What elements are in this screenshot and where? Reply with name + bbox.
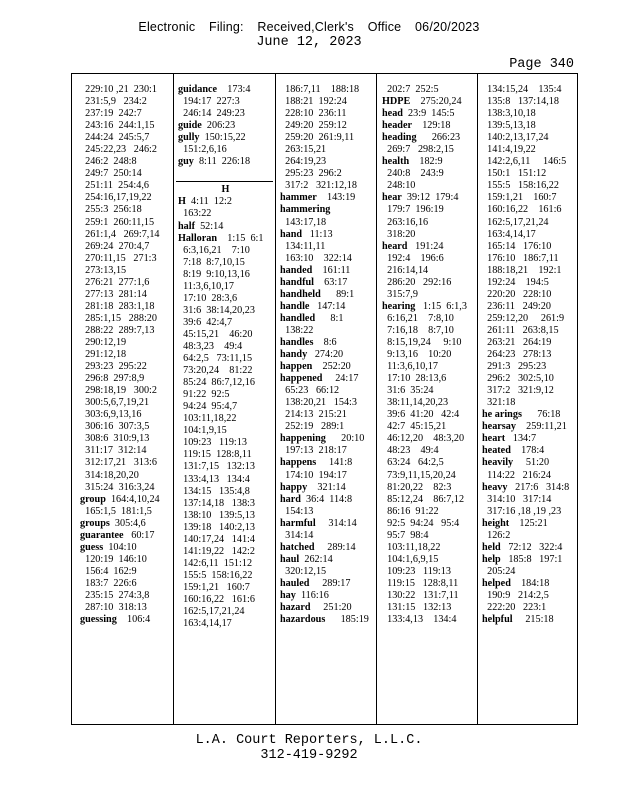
index-term: H: [178, 196, 186, 208]
index-reference: 162:5,17,21,24: [178, 606, 245, 618]
index-reference: 137:14,18 138:3: [178, 497, 255, 509]
index-reference: 134:15 135:4,8: [178, 485, 250, 497]
index-reference: 179:7 196:19: [382, 204, 444, 216]
index-reference: 162:5,17,21,24: [482, 216, 549, 228]
index-reference: 156:4 162:9: [80, 565, 137, 577]
index-term: guessing: [80, 614, 117, 626]
index-reference: 133:4,13 134:4: [382, 614, 457, 626]
index-term: HDPE: [382, 96, 411, 108]
index-entry: handled 8:1: [280, 312, 344, 324]
index-reference: 139:18 140:2,13: [178, 521, 255, 533]
index-entry: hearsay 259:11,21: [482, 421, 567, 433]
index-reference: 249:20 259:12: [280, 120, 347, 132]
index-reference: 7:18 8:7,10,15: [178, 256, 245, 268]
index-reference: 63:24 64:2,5: [382, 457, 444, 469]
index-entry: harmful 314:14: [280, 517, 357, 529]
index-reference: 7:16,18 8:7,10: [382, 324, 454, 336]
index-entry: handy 274:20: [280, 349, 344, 361]
footer: [0, 733, 618, 763]
index-reference: 9:13,16 10:20: [382, 349, 452, 361]
page-number: Page 340: [509, 57, 574, 72]
index-reference: 314:14: [280, 529, 314, 541]
index-entry: Halloran 1:15 6:1: [178, 232, 264, 244]
index-term: handle: [280, 300, 310, 312]
index-reference: 306:16 307:3,5: [80, 421, 150, 433]
index-reference: 202:7 252:5: [382, 84, 439, 95]
index-reference: 17:10 28:13,6: [382, 373, 447, 385]
index-term: handles: [280, 336, 314, 348]
index-entry: heavy 217:6 314:8: [482, 481, 570, 493]
index-term: handy: [280, 349, 308, 361]
index-entry: hand 11:13: [280, 228, 333, 240]
index-reference: 163:10 322:14: [280, 252, 352, 264]
index-entry: head 23:9 145:5: [382, 108, 455, 120]
index-reference: 159:1,21 160:7: [482, 192, 557, 204]
hearing-date: June 12, 2023: [256, 35, 362, 50]
index-reference: 293:23 295:22: [80, 361, 147, 373]
index-reference: 81:20,22 82:3: [382, 481, 452, 493]
index-reference: 259:1 260:11,15: [80, 216, 155, 228]
stamp-date: 06/20/2023: [415, 20, 480, 34]
index-reference: 231:5,9 234:2: [80, 96, 147, 108]
index-reference: 259:12,20 261:9: [482, 312, 565, 324]
index-term: hand: [280, 228, 303, 240]
index-entry: height 125:21: [482, 517, 548, 529]
index-reference: 174:10 194:17: [280, 469, 347, 481]
index-reference: 92:5 94:24 95:4: [382, 517, 460, 529]
index-reference: 288:22 289:7,13: [80, 324, 155, 336]
index-term: hard: [280, 493, 301, 505]
index-reference: 251:11 254:4,6: [80, 180, 149, 192]
index-term: hammer: [280, 192, 317, 204]
index-reference: 39:6 41:20 42:4: [382, 409, 460, 421]
index-reference: 120:19 146:10: [80, 553, 147, 565]
index-reference: 220:20 228:10: [482, 288, 552, 300]
index-reference: 151:2,6,16: [178, 144, 227, 156]
index-reference: 296:8 297:8,9: [80, 373, 145, 385]
index-reference: 138:22: [280, 324, 314, 336]
index-term: handful: [280, 276, 314, 288]
index-reference: 188:18,21 192:1: [482, 264, 562, 276]
index-reference: 194:17 227:3: [178, 96, 240, 108]
index-reference: 131:15 132:13: [382, 602, 452, 614]
index-entry: hatched 289:14: [280, 541, 356, 553]
index-reference: 246:2 248:8: [80, 156, 137, 168]
index-reference: 141:19,22 142:2: [178, 545, 255, 557]
index-term: helped: [482, 577, 511, 589]
index-reference: 277:13 281:14: [80, 288, 147, 300]
index-reference: 320:12,15: [280, 565, 327, 577]
index-reference: 138:3,10,18: [482, 108, 536, 120]
filing-stamp: [0, 20, 618, 34]
footer-phone: 312-419-9292: [260, 748, 358, 763]
index-reference: 222:20 223:1: [482, 602, 547, 614]
stamp-received: Received,Clerk's: [257, 20, 355, 34]
index-reference: 229:10 ,21 230:1: [80, 84, 157, 95]
index-reference: 308:6 310:9,13: [80, 433, 150, 445]
index-term: guess: [80, 541, 104, 553]
index-term: guidance: [178, 84, 218, 95]
index-reference: 192:24 194:5: [482, 276, 549, 288]
index-entry: he arings 76:18: [482, 409, 561, 421]
index-reference: 244:24 245:5,7: [80, 132, 150, 144]
index-reference: 130:22 131:7,11: [382, 589, 459, 601]
index-entry: header 129:18: [382, 120, 451, 132]
index-reference: 142:2,6,11 146:5: [482, 156, 567, 168]
index-entry: help 185:8 197:1: [482, 553, 563, 565]
index-entry: HDPE 275:20,24: [382, 96, 462, 108]
index-reference: 64:2,5 73:11,15: [178, 353, 253, 365]
index-entry: handheld 89:1: [280, 288, 355, 300]
index-reference: 205:24: [482, 565, 516, 577]
index-term: group: [80, 493, 106, 505]
index-term: haul: [280, 553, 300, 565]
index-reference: 190:9 214:2,5: [482, 589, 549, 601]
index-entry: guessing 106:4: [80, 614, 151, 626]
index-reference: 134:15,24 135:4: [482, 84, 562, 95]
index-entry: hearing 1:15 6:1,3: [382, 300, 467, 312]
index-reference: 186:7,11 188:18: [280, 84, 360, 95]
index-term: guy: [178, 156, 194, 168]
index-reference: 85:12,24 86:7,12: [382, 493, 465, 505]
index-term: guide: [178, 120, 202, 132]
stamp-electronic: Electronic: [138, 20, 196, 34]
index-reference: 133:4,13 134:4: [178, 473, 250, 485]
index-reference: 216:14,14: [382, 264, 429, 276]
index-reference: 281:18 283:1,18: [80, 300, 155, 312]
index-reference: 131:7,15 132:13: [178, 461, 255, 473]
index-reference: 314:10 317:14: [482, 493, 552, 505]
index-reference: 39:6 42:4,7: [178, 316, 233, 328]
index-term: guarantee: [80, 529, 124, 541]
index-reference: 46:12,20 48:3,20: [382, 433, 465, 445]
index-column-2: [178, 84, 273, 630]
index-entry: heavily 51:20: [482, 457, 550, 469]
index-term: heavily: [482, 457, 514, 469]
index-reference: 263:21 264:19: [482, 336, 552, 348]
index-reference: 269:24 270:4,7: [80, 240, 150, 252]
index-reference: 303:6,9,13,16: [80, 409, 142, 421]
index-reference: 31:6 35:24: [382, 385, 434, 397]
index-reference: 315:7,9: [382, 288, 418, 300]
index-entry: handles 8:6: [280, 336, 337, 348]
index-reference: 94:24 95:4,7: [178, 401, 238, 413]
index-reference: 114:22 216:24: [482, 469, 551, 481]
index-term: heading: [382, 132, 417, 144]
index-reference: 291:3 295:23: [482, 361, 547, 373]
index-reference: 6:16,21 7:8,10: [382, 312, 454, 324]
index-reference: 261:11 263:8,15: [482, 324, 559, 336]
index-reference: 295:23 296:2: [280, 168, 342, 180]
index-reference: 255:3 256:18: [80, 204, 142, 216]
index-entry: handful 63:17: [280, 276, 348, 288]
index-term: heated: [482, 445, 511, 457]
index-entry: helped 184:18: [482, 577, 550, 589]
index-reference: 126:2: [482, 529, 511, 541]
index-term: Halloran: [178, 232, 218, 244]
index-entry: guy 8:11 226:18: [178, 156, 251, 168]
index-reference: 142:6,11 151:12: [178, 557, 253, 569]
index-reference: 273:13,15: [80, 264, 127, 276]
index-reference: 155:5 158:16,22: [178, 569, 253, 581]
index-reference: 236:11 249:20: [482, 300, 551, 312]
index-reference: 138:10 139:5,13: [178, 509, 255, 521]
index-term: hammering: [280, 204, 331, 216]
index-reference: 104:1,9,15: [178, 425, 227, 437]
index-reference: 165:1,5 181:1,5: [80, 505, 152, 517]
index-reference: 119:15 128:8,11: [382, 577, 459, 589]
index-reference: 259:20 261:9,11: [280, 132, 355, 144]
index-term: happen: [280, 361, 313, 373]
index-entry: hazard 251:20: [280, 602, 352, 614]
index-entry: happens 141:8: [280, 457, 353, 469]
index-entry: guide 206:23: [178, 120, 236, 132]
index-reference: 163:4,14,17: [178, 618, 232, 630]
index-term: handled: [280, 312, 316, 324]
index-reference: 8:19 9:10,13,16: [178, 268, 250, 280]
index-reference: 104:1,6,9,15: [382, 553, 439, 565]
index-reference: 159:1,21 160:7: [178, 581, 250, 593]
index-entry: [280, 204, 376, 216]
index-reference: 91:22 92:5: [178, 389, 230, 401]
index-term: hearing: [382, 300, 416, 312]
index-reference: 160:16,22 161:6: [482, 204, 562, 216]
index-term: groups: [80, 517, 110, 529]
index-reference: 312:17,21 313:6: [80, 457, 157, 469]
index-term: heard: [382, 240, 408, 252]
index-term: hear: [382, 192, 402, 204]
index-reference: 317:2 321:12,18: [280, 180, 357, 192]
index-term: heavy: [482, 481, 508, 493]
index-reference: 141:4,19,22: [482, 144, 536, 156]
index-entry: hay 116:16: [280, 589, 329, 601]
index-term: help: [482, 553, 501, 565]
index-entry: held 72:12 322:4: [482, 541, 563, 553]
index-term: hay: [280, 589, 296, 601]
index-entry: heard 191:24: [382, 240, 444, 252]
index-reference: 183:7 226:6: [80, 577, 137, 589]
index-entry: helpful 215:18: [482, 614, 554, 626]
index-term: handed: [280, 264, 313, 276]
index-reference: 154:13: [280, 505, 314, 517]
index-reference: 176:10 186:7,11: [482, 252, 559, 264]
index-reference: 291:12,18: [80, 349, 127, 361]
index-reference: 317:16 ,18 ,19 ,23: [482, 505, 562, 517]
index-reference: 38:11,14,20,23: [382, 397, 449, 409]
column-divider: [376, 74, 377, 724]
index-reference: 261:1,4 269:7,14: [80, 228, 160, 240]
index-entry: handle 147:14: [280, 300, 346, 312]
index-reference: [178, 168, 273, 180]
index-term: hatched: [280, 541, 315, 553]
index-reference: 188:21 192:24: [280, 96, 347, 108]
index-entry: happening 20:10: [280, 433, 365, 445]
index-reference: 318:20: [382, 228, 416, 240]
index-entry: happen 252:20: [280, 361, 351, 373]
index-reference: 103:11,18,22: [382, 541, 441, 553]
index-reference: 243:16 244:1,15: [80, 120, 155, 132]
index-term: helpful: [482, 614, 513, 626]
index-reference: 269:7 298:2,15: [382, 144, 454, 156]
index-reference: 235:15 274:3,8: [80, 589, 150, 601]
index-reference: 109:23 119:13: [382, 565, 451, 577]
index-entry: guidance 173:4: [178, 84, 251, 95]
index-reference: 300:5,6,7,19,21: [80, 397, 150, 409]
index-reference: 263:16,16: [382, 216, 429, 228]
index-reference: 246:14 249:23: [178, 108, 245, 120]
section-letter: H: [178, 184, 273, 196]
index-reference: 134:11,11: [280, 240, 326, 252]
index-entry: hazardous 185:19: [280, 614, 369, 626]
index-reference: 276:21 277:1,6: [80, 276, 150, 288]
index-entry: half 52:14: [178, 220, 224, 232]
index-reference: 140:2,13,17,24: [482, 132, 549, 144]
index-reference: 245:22,23 246:2: [80, 144, 157, 156]
index-reference: 249:7 250:14: [80, 168, 142, 180]
index-entry: groups 305:4,6: [80, 517, 146, 529]
index-entry: heading 266:23: [382, 132, 461, 144]
index-column-4: [382, 84, 478, 626]
index-reference: 270:11,15 271:3: [80, 252, 157, 264]
index-reference: 139:5,13,18: [482, 120, 536, 132]
index-reference: 73:9,11,15,20,24: [382, 469, 456, 481]
index-reference: 197:13 218:17: [280, 445, 347, 457]
index-reference: 315:24 316:3,24: [80, 481, 155, 493]
index-term: held: [482, 541, 501, 553]
index-entry: hauled 289:17: [280, 577, 351, 589]
index-entry: guarantee 60:17: [80, 529, 155, 541]
index-term: heart: [482, 433, 506, 445]
index-reference: 290:12,19: [80, 336, 127, 348]
index-entry: haul 262:14: [280, 553, 333, 565]
index-reference: 298:18,19 300:2: [80, 385, 157, 397]
index-reference: 95:7 98:4: [382, 529, 429, 541]
index-entry: group 164:4,10,24: [80, 493, 160, 505]
footer-company: L.A. Court Reporters, L.L.C.: [195, 733, 423, 748]
index-reference: 48:3,23 49:4: [178, 340, 243, 352]
index-entry: heart 134:7: [482, 433, 537, 445]
index-reference: 8:15,19,24 9:10: [382, 336, 462, 348]
index-entry: handed 161:11: [280, 264, 351, 276]
index-reference: 6:3,16,21 7:10: [178, 244, 250, 256]
index-reference: 163:22: [178, 208, 212, 220]
index-reference: 237:19 242:7: [80, 108, 142, 120]
index-term: handheld: [280, 288, 321, 300]
index-reference: 317:2 321:9,12: [482, 385, 554, 397]
index-reference: 286:20 292:16: [382, 276, 452, 288]
stamp-office: Office: [367, 20, 402, 34]
index-reference: 65:23 66:12: [280, 385, 340, 397]
index-reference: 109:23 119:13: [178, 437, 247, 449]
index-reference: 165:14 176:10: [482, 240, 552, 252]
index-reference: 254:16,17,19,22: [80, 192, 152, 204]
index-reference: 45:15,21 46:20: [178, 328, 253, 340]
index-entry: H 4:11 12:2: [178, 196, 232, 208]
index-reference: 155:5 158:16,22: [482, 180, 559, 192]
index-reference: 119:15 128:8,11: [178, 449, 252, 461]
index-reference: 321:18: [482, 397, 516, 409]
index-reference: 248:10: [382, 180, 416, 192]
index-reference: 85:24 86:7,12,16: [178, 377, 255, 389]
index-term: health: [382, 156, 410, 168]
index-entry: heated 178:4: [482, 445, 545, 457]
index-reference: 160:16,22 161:6: [178, 593, 255, 605]
index-reference: 11:3,6,10,17: [178, 280, 234, 292]
index-term: happening: [280, 433, 326, 445]
index-reference: 296:2 302:5,10: [482, 373, 554, 385]
index-reference: 228:10 236:11: [280, 108, 347, 120]
index-term: head: [382, 108, 403, 120]
index-term: happy: [280, 481, 308, 493]
index-reference: 150:1 151:12: [482, 168, 547, 180]
index-column-1: [80, 84, 172, 626]
index-reference: 263:15,21: [280, 144, 327, 156]
index-reference: 264:19,23: [280, 156, 327, 168]
index-reference: 240:8 243:9: [382, 168, 444, 180]
index-entry: happy 321:14: [280, 481, 346, 493]
index-column-5: [482, 84, 574, 626]
index-entry: health 182:9: [382, 156, 443, 168]
index-term: hazardous: [280, 614, 326, 626]
index-reference: 11:3,6,10,17: [382, 361, 438, 373]
index-term: happens: [280, 457, 317, 469]
index-term: gully: [178, 132, 200, 144]
index-frame: [71, 73, 578, 725]
index-reference: 214:13 215:21: [280, 409, 347, 421]
index-entry: hammer 143:19: [280, 192, 356, 204]
index-reference: 143:17,18: [280, 216, 327, 228]
index-reference: 311:17 312:14: [80, 445, 147, 457]
stamp-filing: Filing:: [208, 20, 244, 34]
index-reference: 73:20,24 81:22: [178, 365, 253, 377]
index-reference: 31:6 38:14,20,23: [178, 304, 255, 316]
index-term: harmful: [280, 517, 316, 529]
index-term: hazard: [280, 602, 311, 614]
index-reference: 138:20,21 154:3: [280, 397, 357, 409]
index-entry: happened 24:17: [280, 373, 359, 385]
index-reference: 48:23 49:4: [382, 445, 439, 457]
index-reference: 314:18,20,20: [80, 469, 139, 481]
index-entry: guess 104:10: [80, 541, 137, 553]
index-term: hearsay: [482, 421, 516, 433]
column-divider: [275, 74, 276, 724]
index-reference: 135:8 137:14,18: [482, 96, 559, 108]
index-reference: 140:17,24 141:4: [178, 533, 255, 545]
index-term: he arings: [482, 409, 522, 421]
index-reference: 252:19 289:1: [280, 421, 345, 433]
index-entry: hard 36:4 114:8: [280, 493, 353, 505]
index-reference: 103:11,18,22: [178, 413, 237, 425]
index-term: hauled: [280, 577, 310, 589]
index-column-3: [280, 84, 376, 626]
column-divider: [173, 74, 174, 724]
index-term: happened: [280, 373, 323, 385]
index-reference: 285:1,15 288:20: [80, 312, 157, 324]
index-reference: 86:16 91:22: [382, 505, 439, 517]
index-reference: 264:23 278:13: [482, 349, 552, 361]
index-reference: 42:7 45:15,21: [382, 421, 447, 433]
index-reference: 163:4,14,17: [482, 228, 536, 240]
index-entry: gully 150:15,22: [178, 132, 246, 144]
index-term: height: [482, 517, 510, 529]
index-entry: hear 39:12 179:4: [382, 192, 459, 204]
index-reference: 192:4 196:6: [382, 252, 444, 264]
index-term: header: [382, 120, 412, 132]
index-term: half: [178, 220, 195, 232]
index-reference: 287:10 318:13: [80, 602, 147, 614]
index-reference: 17:10 28:3,6: [178, 292, 238, 304]
